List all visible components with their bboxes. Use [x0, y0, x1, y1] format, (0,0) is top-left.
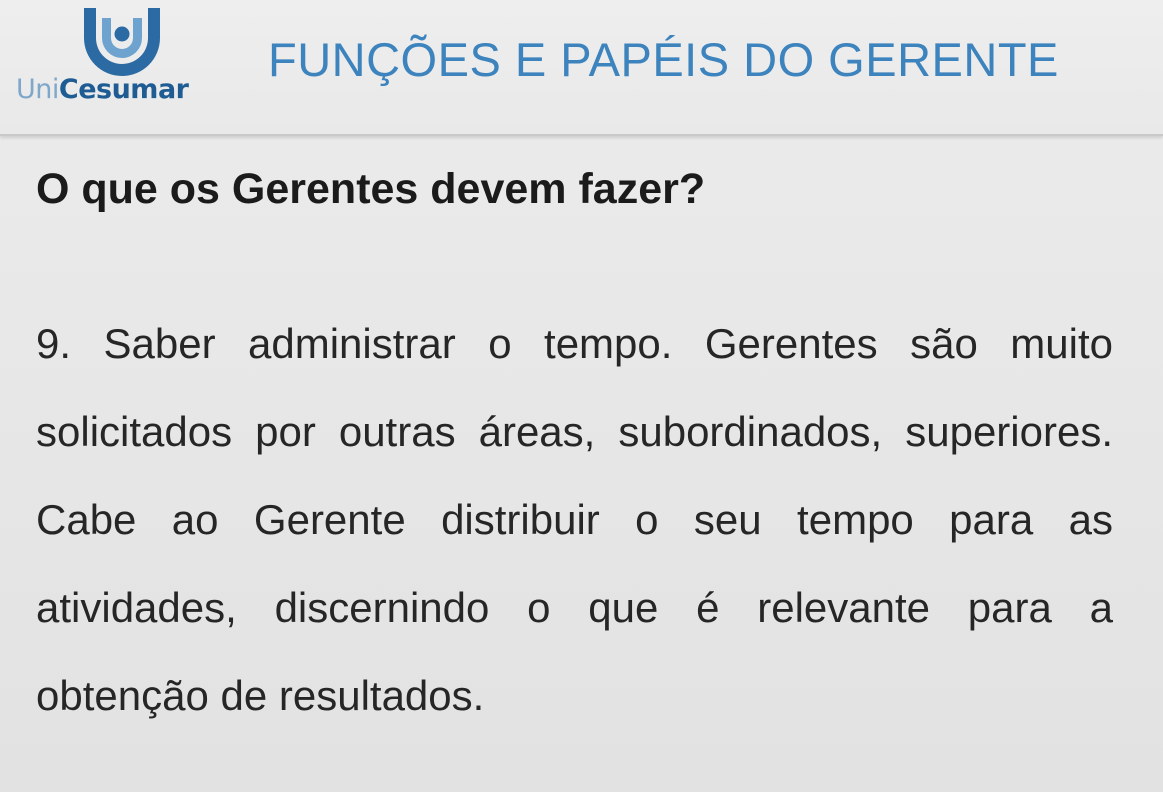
slide-header — [0, 0, 1163, 136]
logo-text-cesumar: Cesumar — [58, 74, 189, 105]
logo-text-uni: Uni — [16, 74, 59, 105]
slide-title: FUNÇÕES E PAPÉIS DO GERENTE — [268, 33, 1059, 86]
unicesumar-logo-mark-icon — [76, 4, 168, 80]
section-heading: O que os Gerentes devem fazer? — [36, 165, 706, 213]
unicesumar-logo-text — [16, 74, 188, 105]
unicesumar-logo — [14, 4, 219, 116]
body-paragraph: 9. Saber administrar o tempo. Gerentes são muito solicitados por outras áreas, subordinados, superiores. Cabe ao Gerente distribuir o seu tempo para as atividades, discernindo o que é relevante para a obtenção de resultados. — [36, 320, 1113, 719]
